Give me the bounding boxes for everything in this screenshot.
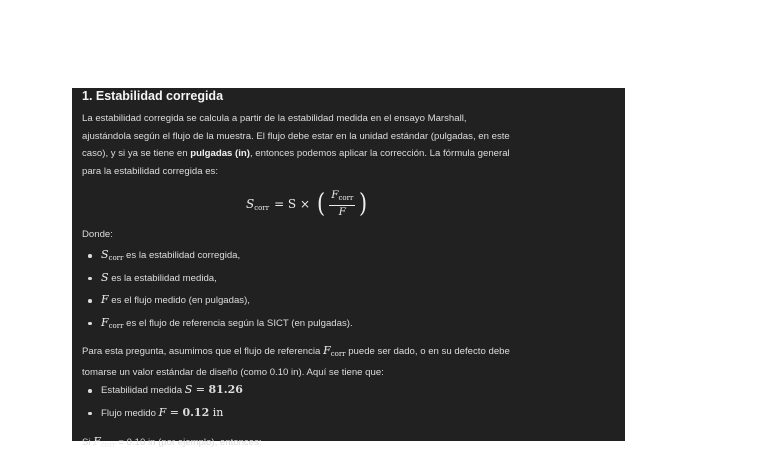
formula-right-paren: ) <box>359 189 368 219</box>
formula-lhs-sub: corr <box>254 203 270 212</box>
def-text: es la estabilidad corregida, <box>123 250 241 261</box>
def-symbol: S <box>101 248 109 261</box>
intro-line-1: La estabilidad corregida se calcula a partir de la estabilidad medida en el ensayo Marshall, <box>82 113 467 124</box>
value-equals: = <box>192 383 209 396</box>
assumption-line-2: tomarse un valor estándar de diseño (como 0.10 in). Aquí se tiene que: <box>82 366 384 378</box>
assumption-sub: corr <box>330 350 346 358</box>
intro-bold-units: pulgadas (in) <box>190 148 250 159</box>
def-symbol: F <box>101 315 109 329</box>
value-label: Flujo medido <box>101 407 159 419</box>
list-item <box>82 402 243 425</box>
formula-numerator <box>329 189 355 206</box>
assumption-text-rest: puede ser dado, o en su defecto debe <box>345 346 510 357</box>
list-item <box>82 244 353 267</box>
intro-paragraph <box>82 110 522 180</box>
value-symbol: S <box>184 383 193 396</box>
assumption-symbol: F <box>323 344 331 357</box>
def-sub: corr <box>108 321 124 330</box>
def-text: es la estabilidad medida, <box>108 272 217 284</box>
list-item <box>82 312 353 335</box>
formula-lhs <box>246 197 269 212</box>
example-pre: Si <box>82 437 94 448</box>
list-item <box>82 267 353 290</box>
intro-line-4: para la estabilidad corregida es: <box>82 165 218 177</box>
formula-fraction <box>329 189 355 219</box>
intro-line-2: ajustándola según el flujo de la muestra. El flujo debe estar en la unidad estándar (pulgadas, en este <box>82 130 510 142</box>
assumption-paragraph <box>82 342 522 381</box>
value-unit: in <box>209 405 224 419</box>
value-number: 81.26 <box>208 383 243 396</box>
def-text: es el flujo medido (en pulgadas), <box>108 295 250 306</box>
corrected-stability-formula <box>246 188 369 220</box>
section-heading: 1. Estabilidad corregida <box>82 89 224 103</box>
value-equals: = <box>166 405 183 419</box>
def-text: es el flujo de referencia según la SICT (en pulgadas). <box>123 317 353 329</box>
formula-left-paren: ( <box>317 189 326 219</box>
definitions-list <box>82 244 353 334</box>
donde-label: Donde: <box>82 229 113 240</box>
formula-num-symbol: F <box>331 189 339 201</box>
example-symbol: F <box>93 435 101 448</box>
given-values-list <box>82 379 243 424</box>
example-post: = 0.10 in (por ejemplo), entonces: <box>115 437 262 448</box>
chat-response-panel <box>72 88 625 449</box>
formula-denominator: F <box>338 206 346 218</box>
list-item <box>82 379 243 402</box>
def-symbol: F <box>101 293 109 306</box>
formula-num-sub: corr <box>338 194 354 202</box>
value-number: 0.12 <box>182 405 210 419</box>
assumption-text: Para esta pregunta, asumimos que el flujo de referencia <box>82 346 324 357</box>
example-line-text <box>82 433 522 455</box>
list-item <box>82 289 353 312</box>
intro-line-3-rest: , entonces podemos aplicar la corrección. La fórmula general <box>249 148 510 159</box>
value-label: Estabilidad medida <box>101 385 185 396</box>
example-line <box>82 433 522 455</box>
formula-lhs-symbol: S <box>246 196 255 211</box>
intro-line-3-text: caso), y si ya se tiene en <box>82 148 191 159</box>
def-sub: corr <box>108 254 124 262</box>
intro-line-3 <box>82 145 522 163</box>
def-symbol: S <box>101 270 109 284</box>
example-sub: corr <box>100 441 116 449</box>
value-symbol: F <box>158 405 167 419</box>
formula-equals: = S × <box>274 197 311 211</box>
assumption-line-1 <box>82 342 522 364</box>
